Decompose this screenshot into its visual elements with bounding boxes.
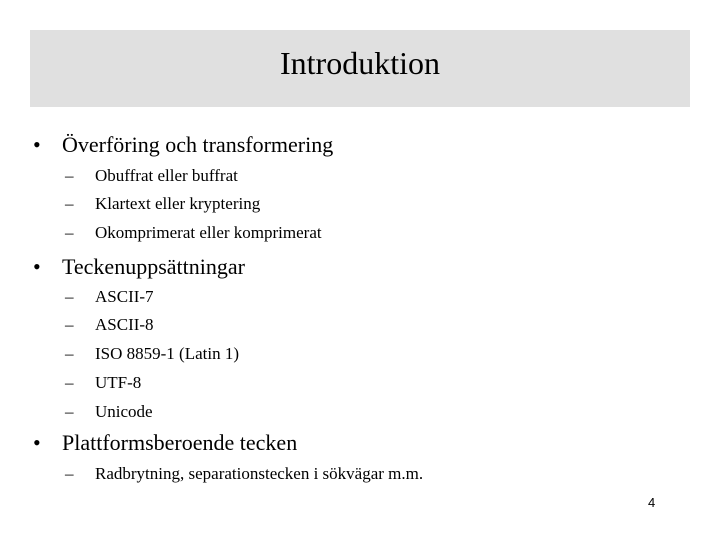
sub-bullet-text: Okomprimerat eller komprimerat [95,223,322,242]
sub-bullet-text: Radbrytning, separationstecken i sökvägar m.m. [95,464,424,483]
sub-bullet-text: Obuffrat eller buffrat [95,166,238,185]
bullet-text: Teckenuppsättningar [62,254,245,279]
bullet-text: Plattformsberoende tecken [62,430,298,455]
title-band [30,30,690,107]
page-number: 4 [648,495,656,510]
sub-bullet-text: UTF-8 [95,373,142,392]
sub-bullet-text: ISO 8859-1 (Latin 1) [95,344,240,363]
dash-marker: – [65,373,74,392]
dash-marker: – [65,315,74,334]
dash-marker: – [65,402,74,421]
sub-bullet-text: ASCII-8 [95,315,154,334]
slide-title: Introduktion [280,45,440,81]
dash-marker: – [65,166,74,185]
bullet-marker: • [33,132,41,157]
dash-marker: – [65,464,74,483]
sub-bullet-text: Klartext eller kryptering [95,194,261,213]
bullet-marker: • [33,430,41,455]
dash-marker: – [65,344,74,363]
bullet-marker: • [33,254,41,279]
sub-bullet-text: ASCII-7 [95,287,154,306]
dash-marker: – [65,194,74,213]
bullet-text: Överföring och transformering [62,132,334,157]
dash-marker: – [65,287,74,306]
sub-bullet-text: Unicode [95,402,153,421]
dash-marker: – [65,223,74,242]
